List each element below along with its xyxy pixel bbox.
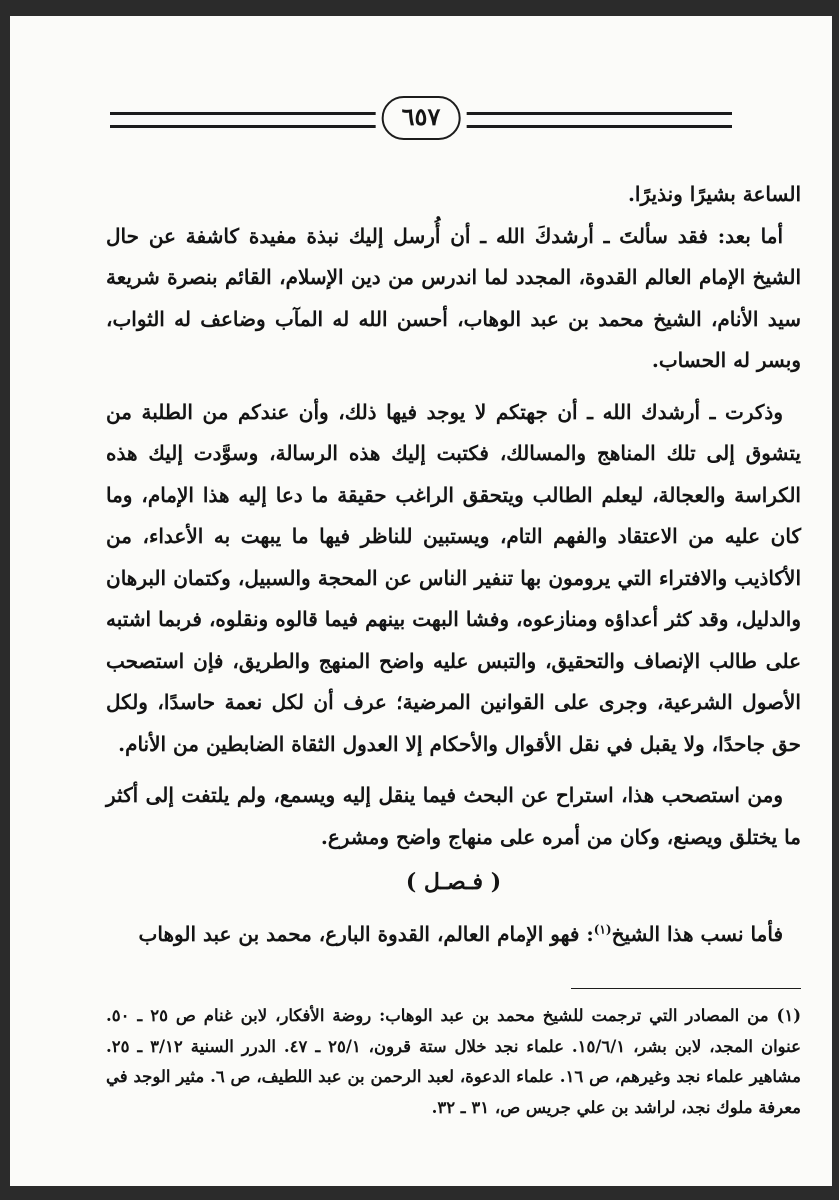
- paragraph-nasab: [106, 914, 801, 956]
- footnote-separator: [571, 988, 801, 989]
- nasab-text-end: : فهو الإمام العالم، القدوة البارع، محمد بن عبد الوهاب: [138, 922, 594, 946]
- book-page: [10, 16, 832, 1186]
- page-number-frame: [376, 94, 467, 142]
- paragraph-man-istashab: ومن استصحب هذا، استراح عن البحث فيما ينقل إليه ويسمع، ولم يلتفت إلى أكثر ما يختلق ويصنع، وكان من أمره على منهاج واضح ومشرع.: [106, 783, 801, 849]
- paragraph-continuation: الساعة بشيرًا ونذيرًا.: [627, 182, 801, 206]
- page-header: [110, 94, 732, 144]
- page-number: ٦٥٧: [382, 96, 461, 140]
- footnote-1: (١) من المصادر التي ترجمت للشيخ محمد بن عبد الوهاب: روضة الأفكار، لابن غنام ص ٢٥ ـ ٥٠. عنوان المجد، لابن بشر، ١٥/٦/١. علماء نجد خلال ستة قرون، ٢٥/١ ـ ٤٧. الدرر السنية ٣/١٢ ـ ٢٥. مشاهير علماء نجد وغيرهم، ص ١٦. علماء الدعوة، لعبد الرحمن بن عبد اللطيف، ص ٦. مثير الوجد في معرفة ملوك نجد، لراشد بن علي جريس ص، ٣١ ـ ٣٢.: [106, 1006, 801, 1117]
- paragraph-wa-dhakart: وذكرت ـ أرشدك الله ـ أن جهتكم لا يوجد فيها ذلك، وأن عندكم من الطلبة من يتشوق إلى تلك المناهج والمسالك، فكتبت إليك هذه الرسالة، وسوَّدت إليك هذه الكراسة والعجالة، ليعلم الطالب ويتحقق الراغب حقيقة ما دعا إليه هذا الإمام، وما كان عليه من الاعتقاد والفهم التام، ويستبين للناظر فيها ما يبهت به الأعداء، من الأكاذيب والافتراء التي يرومون بها تنفير الناس عن المحجة والسبيل، وكتمان البرهان والدليل، وقد كثر أعداؤه ومنازعوه، وفشا البهت بينهم فيما قالوه ونقلوه، فربما اشتبه على طالب الإنصاف والتحقيق، والتبس عليه واضح المنهج والطريق، فإن استصحب الأصول الشرعية، وجرى على القوانين المرضية؛ عرف أن لكل نعمة حاسدًا، ولكل حق جاحدًا، ولا يقبل في نقل الأقوال والأحكام إلا العدول الثقاة الضابطين من الأنام.: [106, 399, 801, 756]
- footnote-reference: (١): [593, 922, 612, 937]
- nasab-text-start: فأما نسب هذا الشيخ: [611, 922, 783, 946]
- section-heading: ( فـصـل ): [405, 869, 502, 895]
- paragraph-amma-baad: أما بعد: فقد سألتَ ـ أرشدكَ الله ـ أن أُرسل إليك نبذة مفيدة كاشفة عن حال الشيخ الإمام العالم القدوة، المجدد لما اندرس من دين الإسلام، القائم بنصرة شريعة سيد الأنام، الشيخ محمد بن عبد الوهاب، أحسن الله له المآب وضاعف له الثواب، وبسر له الحساب.: [106, 223, 801, 372]
- footnotes: [106, 1001, 801, 1123]
- main-text: [106, 174, 801, 966]
